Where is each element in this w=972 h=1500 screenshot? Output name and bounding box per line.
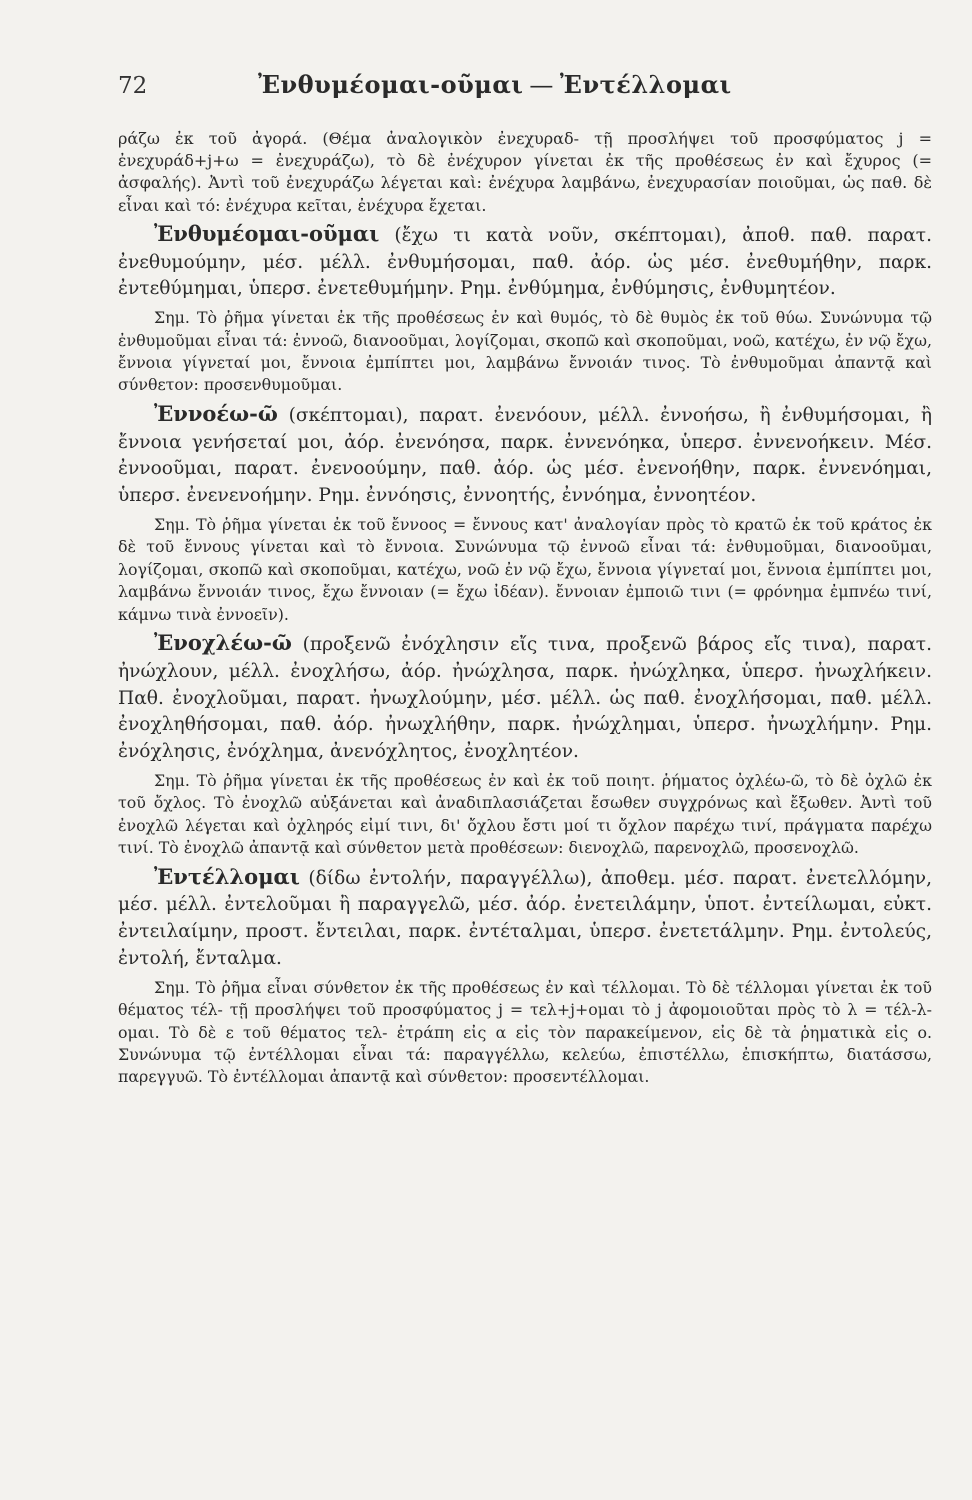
entry-main-paragraph: [118, 632, 932, 766]
entry-main-paragraph: [118, 220, 932, 303]
continuation-paragraph: ράζω ἐκ τοῦ ἀγορά. (Θέμα ἀναλογικὸν ἐνεχυραδ- τῇ προσλήψει τοῦ προσφύματος j = ἐνεχυράδ+j+ω = ἐνεχυράζω), τὸ δὲ ἐνέχυρον γίνεται ἐκ τῆς προθέσεως ἐν καὶ ἔχυρος (= ἀσφαλής). Ἀντὶ τοῦ ἐνεχυράζω λέγεται καὶ: ἐνέχυρα λαμβάνω, ἐνεχυρασίαν ποιοῦμαι, ὡς παθ. δὲ εἶναι καὶ τό: ἐνέχυρα κεῖται, ἐνέχυρα ἔχεται.: [118, 129, 932, 215]
entry-headword: Ἐνθυμέομαι-οῦμαι: [154, 220, 380, 246]
entry-headword: Ἐνοχλέω-ῶ: [154, 630, 292, 656]
entry-ennoeo: [118, 400, 932, 626]
running-head-right: Ἐντέλλομαι: [559, 70, 732, 99]
entry-headword: Ἐντέλλομαι: [154, 863, 300, 889]
running-head: [258, 70, 732, 99]
entry-body: (προξενῶ ἐνόχλησιν εἴς τινα, προξενῶ βάρος εἴς τινα), παρατ. ἠνώχλουν, μέλλ. ἐνοχλήσω, ἀόρ. ἠνώχλησα, παρκ. ἠνώχληκα, ὑπερσ. ἠνωχλήκειν. Παθ. ἐνοχλοῦμαι, παρατ. ἠνωχλούμην, μέσ. μέλλ. ὡς παθ. ἐνοχλήσομαι, παθ. μέλλ. ἐνοχληθήσομαι, παθ. ἀόρ. ἠνωχλήθην, παρκ. ἠνώχλημαι, ὑπερσ. ἠνωχλήμην. Ρημ. ἐνόχλησις, ἐνόχλημα, ἀνενόχλητος, ἐνοχλητέον.: [118, 634, 932, 763]
running-head-separator: —: [529, 71, 554, 99]
entry-enthymeomai: [118, 220, 932, 397]
entry-body: (σκέπτομαι), παρατ. ἐνενόουν, μέλλ. ἐννοήσω, ἢ ἐνθυμήσομαι, ἢ ἔννοια γενήσεταί μοι, ἀόρ. ἐνενόησα, παρκ. ἐννενόηκα, ὑπερσ. ἐννενοήκειν. Μέσ. ἐννοοῦμαι, παρατ. ἐνενοούμην, παθ. ἀόρ. ὡς μέσ. ἐνενοήθην, παρκ. ἐννενόημαι, ὑπερσ. ἐνενενοήμην. Ρημ. ἐννόησις, ἐννοητής, ἐννόημα, ἐννοητέον.: [118, 404, 932, 507]
entry-note: Σημ. Τὸ ῥῆμα γίνεται ἐκ τῆς προθέσεως ἐν καὶ θυμός, τὸ δὲ θυμὸς ἐκ τοῦ θύω. Συνώνυμα τῷ ἐνθυμοῦμαι εἶναι τά: ἐννοῶ, διανοοῦμαι, λογίζομαι, σκοπῶ καὶ σκοποῦμαι, νοῶ, κατέχω, ἐν νῷ ἔχω, ἔννοια γίγνεταί μοι, ἔννοια ἐμπίπτει μοι, λαμβάνω ἔννοιάν τινος. Τὸ ἐνθυμοῦμαι ἀπαντᾷ καὶ σύνθετον: προσενθυμοῦμαι.: [118, 308, 932, 395]
entry-main-paragraph: [118, 400, 932, 510]
entry-main-paragraph: [118, 863, 932, 973]
page-header: [118, 70, 932, 122]
entry-body: (δίδω ἐντολήν, παραγγέλλω), ἀποθεμ. μέσ. παρατ. ἐνετελλόμην, μέσ. μέλλ. ἐντελοῦμαι ἢ παραγγελῶ, μέσ. ἀόρ. ἐνετειλάμην, ὑποτ. ἐντείλωμαι, εὐκτ. ἐντειλαίμην, προστ. ἔντειλαι, παρκ. ἐντέταλμαι, ὑπερσ. ἐνετετάλμην. Ρημ. ἐντολεύς, ἐντολή, ἔνταλμα.: [118, 867, 932, 970]
entry-enochleo: [118, 632, 932, 860]
entry-headword: Ἐννοέω-ῶ: [154, 400, 278, 426]
entry-note: Σημ. Τὸ ῥῆμα γίνεται ἐκ τῆς προθέσεως ἐν καὶ ἐκ τοῦ ποιητ. ῥήματος ὀχλέω-ῶ, τὸ δὲ ὀχλῶ ἐκ τοῦ ὄχλος. Τὸ ἐνοχλῶ αὐξάνεται καὶ ἀναδιπλασιάζεται ἔσωθεν συγχρόνως καὶ ἔξωθεν. Ἀντὶ τοῦ ἐνοχλῶ λέγεται καὶ ὀχληρός εἰμί τινι, δι' ὄχλου ἔστι μοί τι ὄχλον παρέχω τινί, πράγματα παρέχω τινί. Τὸ ἐνοχλῶ ἀπαντᾷ καὶ σύνθετον μετὰ προθέσεων: διενοχλῶ, παρενοχλῶ, προσενοχλῶ.: [118, 771, 932, 858]
entry-note: Σημ. Τὸ ῥῆμα γίνεται ἐκ τοῦ ἔννοος = ἔννους κατ' ἀναλογίαν πρὸς τὸ κρατῶ ἐκ τοῦ κράτος ἐκ δὲ τοῦ ἔννους γίνεται καὶ τὸ ἔννοια. Συνώνυμα τῷ ἐννοῶ εἶναι τά: ἐνθυμοῦμαι, διανοοῦμαι, λογίζομαι, σκοπῶ καὶ σκοποῦμαι, κατέχω, νοῶ ἐν νῷ ἔχω, ἔννοια γίγνεταί μοι, ἔννοια ἐμπίπτει μοι, λαμβάνω ἔννοιάν τινος, ἔχω ἔννοιαν (= ἔχω ἰδέαν). ἔννοιαν ἐμποιῶ τινι (= φρόνημα ἐμπνέω τινί, κάμνω τινὰ ἐννοεῖν).: [118, 515, 932, 624]
entry-entellomai: [118, 863, 932, 1089]
page-number: 72: [118, 73, 148, 99]
running-head-left: Ἐνθυμέομαι-οῦμαι: [258, 70, 524, 99]
entry-note: Σημ. Τὸ ῥῆμα εἶναι σύνθετον ἐκ τῆς προθέσεως ἐν καὶ τέλλομαι. Τὸ δὲ τέλλομαι γίνεται ἐκ τοῦ θέματος τέλ- τῇ προσλήψει τοῦ προσφύματος j = τελ+j+ομαι τὸ j ἀφομοιοῦται πρὸς τὸ λ = τέλ-λ-ομαι. Τὸ δὲ ε τοῦ θέματος τελ- ἐτράπη εἰς α εἰς τὸν παρακείμενον, εἰς δὲ τὰ ῥηματικὰ εἰς ο. Συνώνυμα τῷ ἐντέλλομαι εἶναι τά: παραγγέλλω, κελεύω, ἐπιστέλλω, ἐπισκήπτω, διατάσσω, παρεγγυῶ. Τὸ ἐντέλλομαι ἀπαντᾷ καὶ σύνθετον: προσεντέλλομαι.: [118, 977, 932, 1087]
entry-body: (ἔχω τι κατὰ νοῦν, σκέπτομαι), ἀποθ. παθ. παρατ. ἐνεθυμούμην, μέσ. μέλλ. ἐνθυμήσομαι, παθ. ἀόρ. ὡς μέσ. ἐνεθυμήθην, παρκ. ἐντεθύμημαι, ὑπερσ. ἐνετεθυμήμην. Ρημ. ἐνθύμημα, ἐνθύμησις, ἐνθυμητέον.: [118, 224, 932, 300]
